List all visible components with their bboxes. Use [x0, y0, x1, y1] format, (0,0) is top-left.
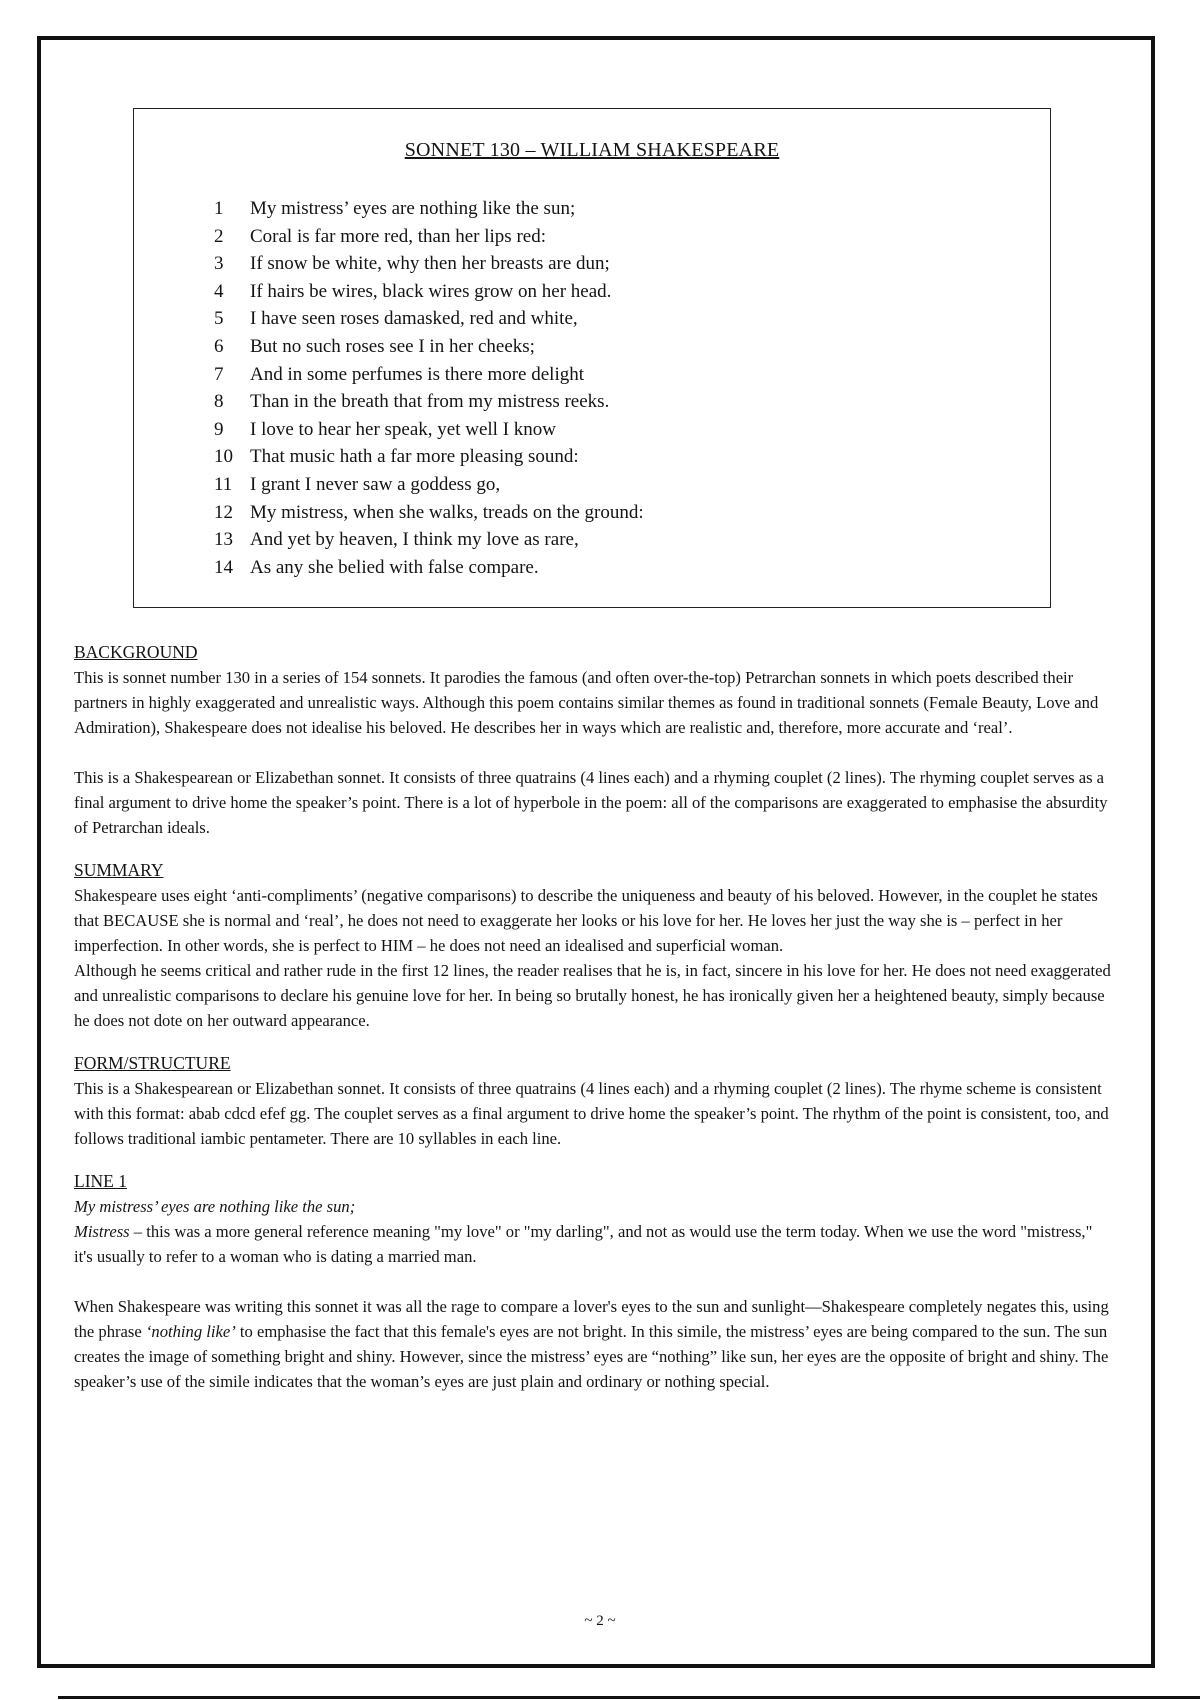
line1-definition: – this was a more general reference meaning "my love" or "my darling", and not as would use the term today. When we use the word "mistress," it's usually to refer to a woman who is dating a married man. — [74, 1222, 1093, 1266]
poem-line — [214, 250, 644, 278]
line-text: I grant I never saw a goddess go, — [250, 473, 501, 495]
summary-heading: SUMMARY — [74, 860, 164, 880]
line-number: 13 — [214, 529, 233, 551]
form-structure-paragraph: This is a Shakespearean or Elizabethan sonnet. It consists of three quatrains (4 lines each) and a rhyming couplet (2 lines). The rhyme scheme is consistent with this format: abab cdcd efef gg. The couplet serves as a final argument to drive home the speaker’s point. The rhythm of the point is consistent, too, and follows traditional iambic pentameter. There are 10 syllables in each line. — [74, 1079, 1109, 1148]
poem-line — [214, 195, 644, 223]
line-text: But no such roses see I in her cheeks; — [250, 335, 535, 357]
line-text: I have seen roses damasked, red and white, — [250, 308, 578, 330]
line-number: 8 — [214, 391, 224, 413]
background-section — [74, 640, 1114, 840]
background-paragraph-2: This is a Shakespearean or Elizabethan sonnet. It consists of three quatrains (4 lines each) and a rhyming couplet (2 lines). The rhyming couplet serves as a final argument to drive home the speaker’s point. There is a lot of hyperbole in the poem: all of the comparisons are exaggerated to emphasise the absurdity of Petrarchan ideals. — [74, 768, 1108, 837]
poem-line — [214, 361, 644, 389]
summary-paragraph-1: Shakespeare uses eight ‘anti-compliments’ (negative comparisons) to describe the uniqueness and beauty of his beloved. However, in the couplet he states that BECAUSE she is normal and ‘real’, he does not need to exaggerate her looks or his love for her. He loves her just the way she is – perfect in her imperfection. In other words, she is perfect to HIM – he does not need an idealised and superficial woman. — [74, 886, 1098, 955]
poem-line — [214, 278, 644, 306]
line-number: 2 — [214, 225, 224, 247]
poem-line — [214, 499, 644, 527]
analysis-content — [74, 640, 1114, 1412]
form-structure-section — [74, 1051, 1114, 1151]
line1-term: Mistress — [74, 1222, 130, 1241]
poem-line — [214, 388, 644, 416]
poem-title: SONNET 130 – WILLIAM SHAKESPEARE — [404, 139, 780, 161]
line-number: 3 — [214, 253, 224, 275]
line-number: 5 — [214, 308, 224, 330]
line-text: As any she belied with false compare. — [250, 556, 539, 578]
line-text: Than in the breath that from my mistress reeks. — [250, 391, 610, 413]
summary-paragraph-2: Although he seems critical and rather rude in the first 12 lines, the reader realises that he is, in fact, sincere in his love for her. He does not need exaggerated and unrealistic comparisons to declare his genuine love for her. In being so brutally honest, he has ironically given her a heightened beauty, simply because he does not dote on her outward appearance. — [74, 961, 1111, 1030]
line-number: 11 — [214, 473, 233, 495]
poem-line — [214, 223, 644, 251]
poem-line — [214, 471, 644, 499]
line1-text-b: to emphasise the fact that this female's eyes are not bright. In this simile, the mistress’ eyes are being compared to the sun. The sun creates the image of something bright and shiny. However, since the mistress’ eyes are “nothing” like sun, her eyes are the opposite of bright and shiny. The speaker’s use of the simile indicates that the woman’s eyes are just plain and ordinary or nothing special. — [74, 1322, 1109, 1391]
paragraph-gap — [74, 1269, 1114, 1294]
line-text: If snow be white, why then her breasts are dun; — [250, 253, 610, 275]
page-number: ~ 2 ~ — [584, 1613, 616, 1629]
line-text: My mistress, when she walks, treads on the ground: — [250, 501, 644, 523]
poem-lines — [214, 195, 644, 581]
line-number: 4 — [214, 280, 224, 302]
poem-line — [214, 333, 644, 361]
line1-text-a: When Shakespeare was writing this sonnet it was all the rage to compare a lover's eyes to the sun and sunlight—Shakespeare completely negates this, using the phrase — [74, 1297, 1109, 1341]
background-heading: BACKGROUND — [74, 642, 198, 662]
line-number: 6 — [214, 335, 224, 357]
line-number: 9 — [214, 418, 224, 440]
poem-line — [214, 416, 644, 444]
line1-quote: My mistress’ eyes are nothing like the sun; — [74, 1197, 356, 1216]
line-number: 1 — [214, 198, 224, 219]
line-number: 12 — [214, 501, 233, 523]
line-text: Coral is far more red, than her lips red: — [250, 225, 546, 247]
poem-line — [214, 443, 644, 471]
paragraph-gap — [74, 740, 1114, 765]
poem-box — [133, 108, 1051, 608]
line-number: 7 — [214, 363, 224, 385]
form-structure-heading: FORM/STRUCTURE — [74, 1053, 231, 1073]
poem-line — [214, 526, 644, 554]
background-paragraph-1: This is sonnet number 130 in a series of 154 sonnets. It parodies the famous (and often over-the-top) Petrarchan sonnets in which poets described their partners in highly exaggerated and unrealistic ways. Although this poem contains similar themes as found in traditional sonnets (Female Beauty, Love and Admiration), Shakespeare does not idealise his beloved. He describes her in ways which are realistic and, therefore, more accurate and ‘real’. — [74, 668, 1099, 737]
line-text: My mistress’ eyes are nothing like the sun; — [250, 198, 576, 219]
line-text: That music hath a far more pleasing sound: — [250, 446, 579, 468]
bottom-rule — [58, 1696, 1200, 1699]
line-text: And yet by heaven, I think my love as rare, — [250, 529, 579, 551]
line-text: And in some perfumes is there more delight — [250, 363, 585, 385]
poem-line — [214, 305, 644, 333]
line-text: If hairs be wires, black wires grow on her head. — [250, 280, 612, 302]
summary-section — [74, 858, 1114, 1033]
line1-section — [74, 1169, 1114, 1394]
line1-heading: LINE 1 — [74, 1171, 127, 1191]
line1-paragraph-2 — [74, 1294, 1114, 1394]
line-text: I love to hear her speak, yet well I know — [250, 418, 557, 440]
poem-line — [214, 554, 644, 582]
line-number: 14 — [214, 556, 233, 578]
line1-phrase: ‘nothing like’ — [145, 1322, 236, 1341]
line1-paragraph-1 — [74, 1219, 1114, 1269]
line-number: 10 — [214, 446, 233, 468]
